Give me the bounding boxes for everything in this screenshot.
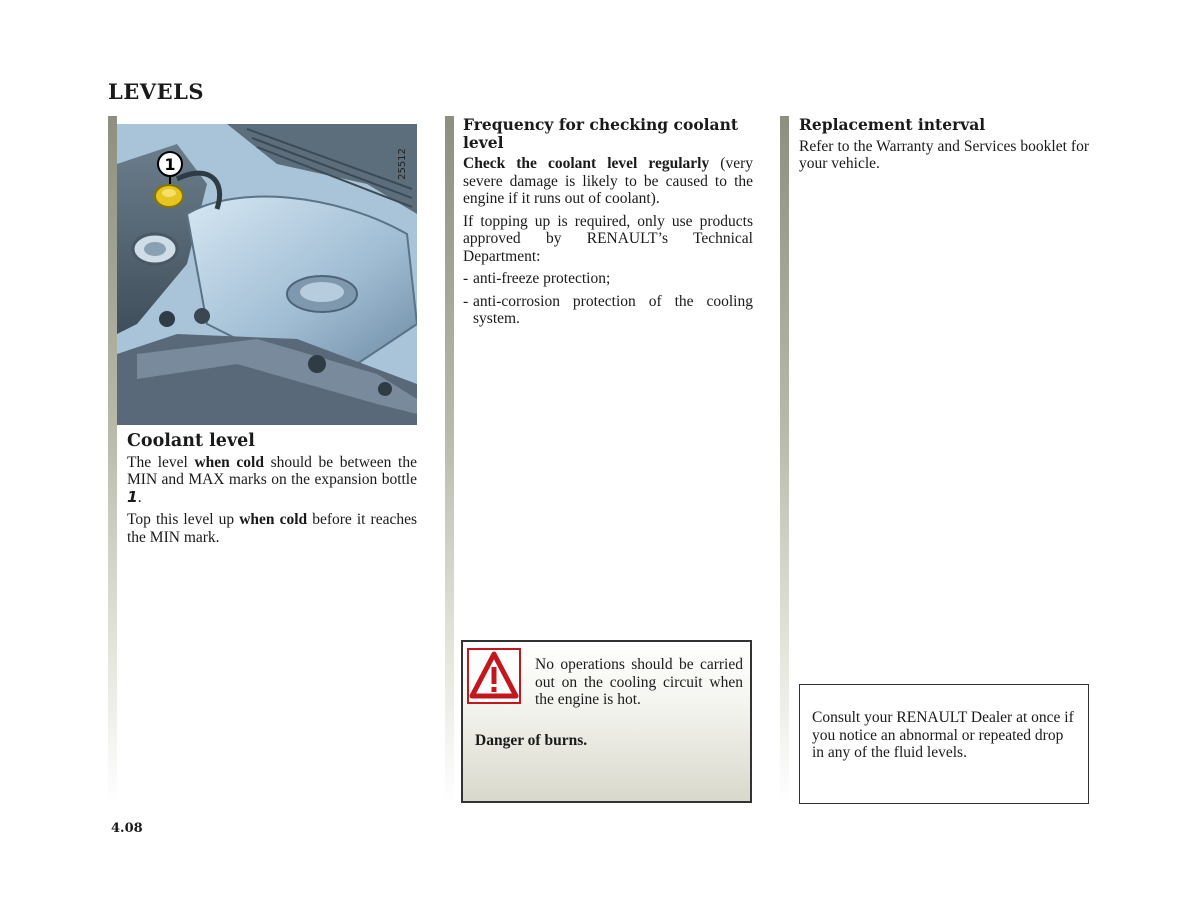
coolant-level-section — [127, 433, 417, 551]
column-bar-3 — [780, 116, 789, 806]
frequency-heading: Frequency for checking coolant level — [463, 115, 739, 152]
replacement-paragraph: Refer to the Warranty and Services booklet for your vehicle. — [799, 137, 1089, 172]
frequency-paragraph-2: If topping up is required, only use products approved by RENAULT’s Technical Department: — [463, 212, 753, 265]
column-bar-1 — [108, 116, 117, 806]
coolant-level-heading: Coolant level — [127, 431, 255, 451]
list-item: - anti-freeze protection; — [463, 270, 753, 288]
callout-1-label: 1 — [164, 155, 176, 174]
engine-bay-illustration — [117, 124, 417, 425]
figure-ref-code: 25512 — [397, 148, 408, 180]
frequency-section — [463, 116, 753, 333]
requirements-list — [463, 270, 753, 328]
warning-box — [461, 640, 752, 803]
warning-icon-frame — [467, 648, 521, 704]
warning-text: No operations should be carried out on the cooling circuit when the engine is hot. — [535, 656, 743, 708]
page-title: LEVELS — [108, 79, 205, 104]
list-item: - anti-corrosion protection of the cooling system. — [463, 293, 753, 328]
coolant-level-paragraph-2: Top this level up when cold before it reaches the MIN mark. — [127, 511, 418, 546]
dealer-note-box — [799, 684, 1089, 804]
page-number: 4.08 — [111, 821, 143, 836]
replacement-heading: Replacement interval — [799, 115, 986, 134]
warning-emphasis: Danger of burns. — [475, 732, 588, 749]
coolant-level-paragraph-1: The level when cold should be between the MIN and MAX marks on the expansion bottle 1. — [127, 453, 417, 506]
frequency-paragraph-1: Check the coolant level regularly (very severe damage is likely to be caused to the engine if it runs out of coolant). — [463, 155, 754, 207]
warning-triangle-icon — [469, 650, 519, 702]
replacement-section — [799, 116, 1089, 178]
column-bar-2 — [445, 116, 454, 806]
dealer-note-text: Consult your RENAULT Dealer at once if you notice an abnormal or repeated drop in any of the fluid levels. — [812, 709, 1074, 761]
